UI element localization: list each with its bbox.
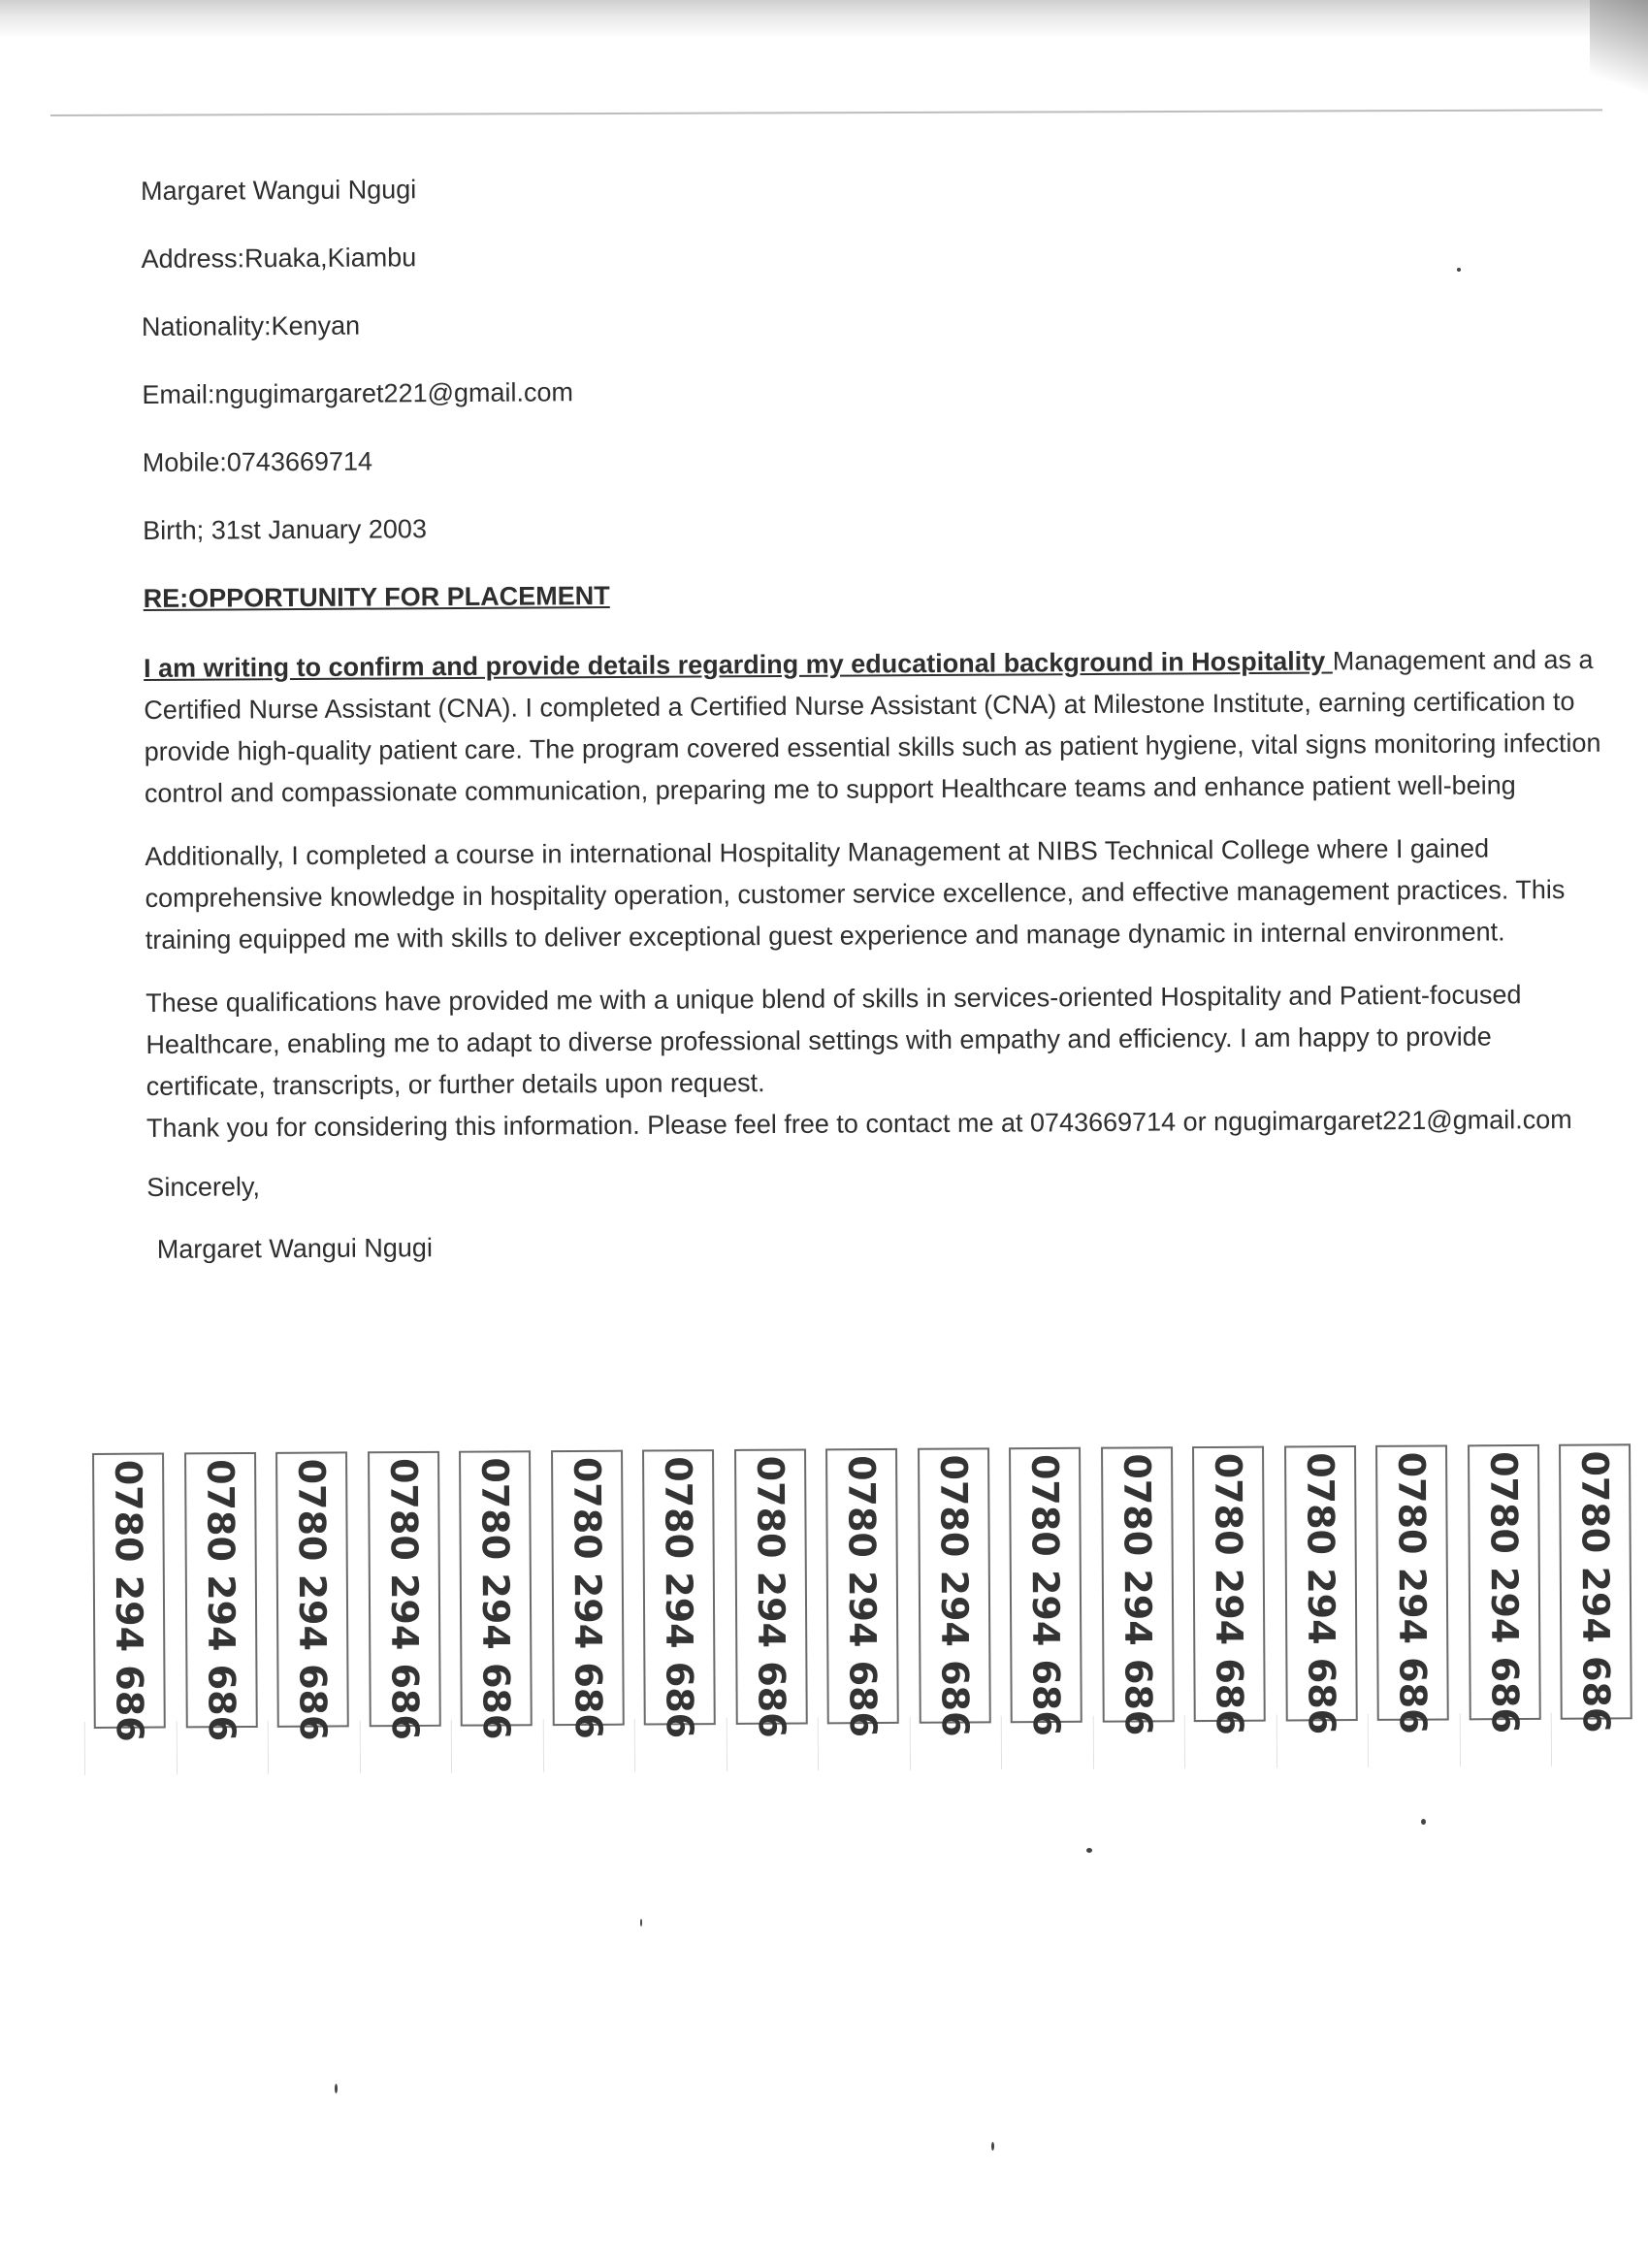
tear-tab-14 [1284,1445,1358,1735]
paragraph-1 [144,639,1609,815]
closing-salutation: Sincerely, [146,1172,261,1202]
sender-nationality: Nationality:Kenyan [141,310,361,341]
scan-speck [335,2084,338,2093]
tab-cut-line [84,1722,85,1775]
paragraph-2: Additionally, I completed a course in international Hospitality Management at NIBS Technical College where I gained comprehensive knowledge in hospitality operation, customer service excellence, and effective management practices. This training equipped me with skills to deliver exceptional guest experience and manage dynamic in internal environment. [145,833,1566,955]
tab-cut-line [1184,1715,1185,1768]
tear-tab-phone: 0780 294 686 [840,1455,885,1738]
tear-tab-phone: 0780 294 686 [1390,1451,1435,1734]
tear-tab-4 [368,1451,441,1741]
sender-birth: Birth; 31st January 2003 [143,514,428,545]
tab-cut-line [451,1720,452,1773]
tear-tab-phone: 0780 294 686 [381,1457,427,1741]
page-corner-curl [1590,0,1648,107]
tear-tab-8 [734,1449,808,1738]
tear-tab-5 [459,1450,533,1740]
tear-tab-7 [642,1449,716,1739]
tab-cut-line [1368,1714,1369,1767]
tab-cut-line [1459,1713,1460,1766]
paragraph-4: Thank you for considering this information. Please feel free to contact me at 0743669714 or ngugimargaret221@gmail.com [145,1105,1572,1143]
tear-tab-15 [1375,1444,1449,1734]
tear-tab-phone: 0780 294 686 [657,1456,701,1739]
tab-cut-line [359,1720,360,1773]
scan-speck [991,2142,994,2151]
paragraph-3: These qualifications have provided me with a unique blend of skills in services-oriented Hospitality and Patient-focused Healthcare, enabling me to adapt to diverse professional settings with empathy and efficiency. I am happy to provide certificate, transcripts, or further details upon request. [145,980,1522,1101]
tear-tab-1 [92,1453,166,1742]
tear-tab-6 [551,1450,625,1739]
tear-tab-phone: 0780 294 686 [107,1459,151,1742]
tear-tab-11 [1009,1447,1083,1737]
tab-cut-line [1001,1716,1002,1769]
scan-speck [640,1919,642,1927]
tab-cut-line [726,1718,727,1771]
tear-tab-phone: 0780 294 686 [1298,1452,1343,1735]
tab-cut-line [176,1721,177,1774]
tear-tab-phone: 0780 294 686 [565,1456,610,1739]
tab-cut-line [1092,1716,1093,1769]
tab-cut-line [542,1719,543,1772]
tear-tab-9 [825,1448,899,1738]
tear-off-tabs [92,1436,1618,1775]
tear-tab-phone: 0780 294 686 [1573,1450,1618,1733]
tear-tab-13 [1192,1446,1266,1735]
tear-tab-phone: 0780 294 686 [1481,1450,1527,1734]
tear-tab-17 [1559,1443,1632,1733]
scan-speck [1421,1819,1426,1825]
letter-content [141,166,1612,1266]
tear-tab-phone: 0780 294 686 [1023,1453,1068,1737]
paragraph-1-rest: Management and as a Certified Nurse Assistant (CNA). I completed a Certified Nurse Assistant (CNA) at Milestone Institute, earning certification to provide high-quality patient care. The program covered essential skills such as patient hygiene, vital signs monitoring infection control and compassionate communication, preparing me to support Healthcare teams and enhance patient well-being [144,644,1601,808]
tear-tab-phone: 0780 294 686 [290,1458,335,1741]
tear-tab-phone: 0780 294 686 [473,1457,518,1740]
tab-cut-line [268,1721,269,1774]
tear-tab-phone: 0780 294 686 [931,1454,977,1737]
tab-cut-line [1551,1713,1552,1766]
closing-signature: Margaret Wangui Ngugi [156,1233,433,1264]
sender-email: Email:ngugimargaret221@gmail.com [142,377,574,409]
tab-cut-line [909,1717,910,1770]
scan-speck [1457,268,1461,272]
tear-tab-phone: 0780 294 686 [198,1459,243,1742]
tear-tab-2 [184,1452,258,1742]
sender-mobile: Mobile:0743669714 [142,446,373,477]
tear-tab-16 [1468,1444,1541,1734]
tear-tab-12 [1101,1446,1175,1736]
tab-cut-line [634,1719,635,1772]
tear-tab-phone: 0780 294 686 [1207,1452,1251,1735]
tear-tab-3 [275,1451,349,1741]
tear-tab-phone: 0780 294 686 [748,1455,793,1738]
sender-name: Margaret Wangui Ngugi [141,175,417,206]
scan-speck [1086,1848,1092,1853]
paragraph-1-lead: I am writing to confirm and provide details regarding my educational background in Hospitality [144,646,1333,683]
tab-cut-line [818,1717,819,1770]
tear-tab-10 [918,1447,991,1737]
scan-shadow [0,0,1648,39]
subject-line: RE:OPPORTUNITY FOR PLACEMENT [143,581,610,613]
top-rule [50,109,1602,116]
tear-tab-phone: 0780 294 686 [1115,1453,1160,1736]
sender-address: Address:Ruaka,Kiambu [141,243,417,274]
